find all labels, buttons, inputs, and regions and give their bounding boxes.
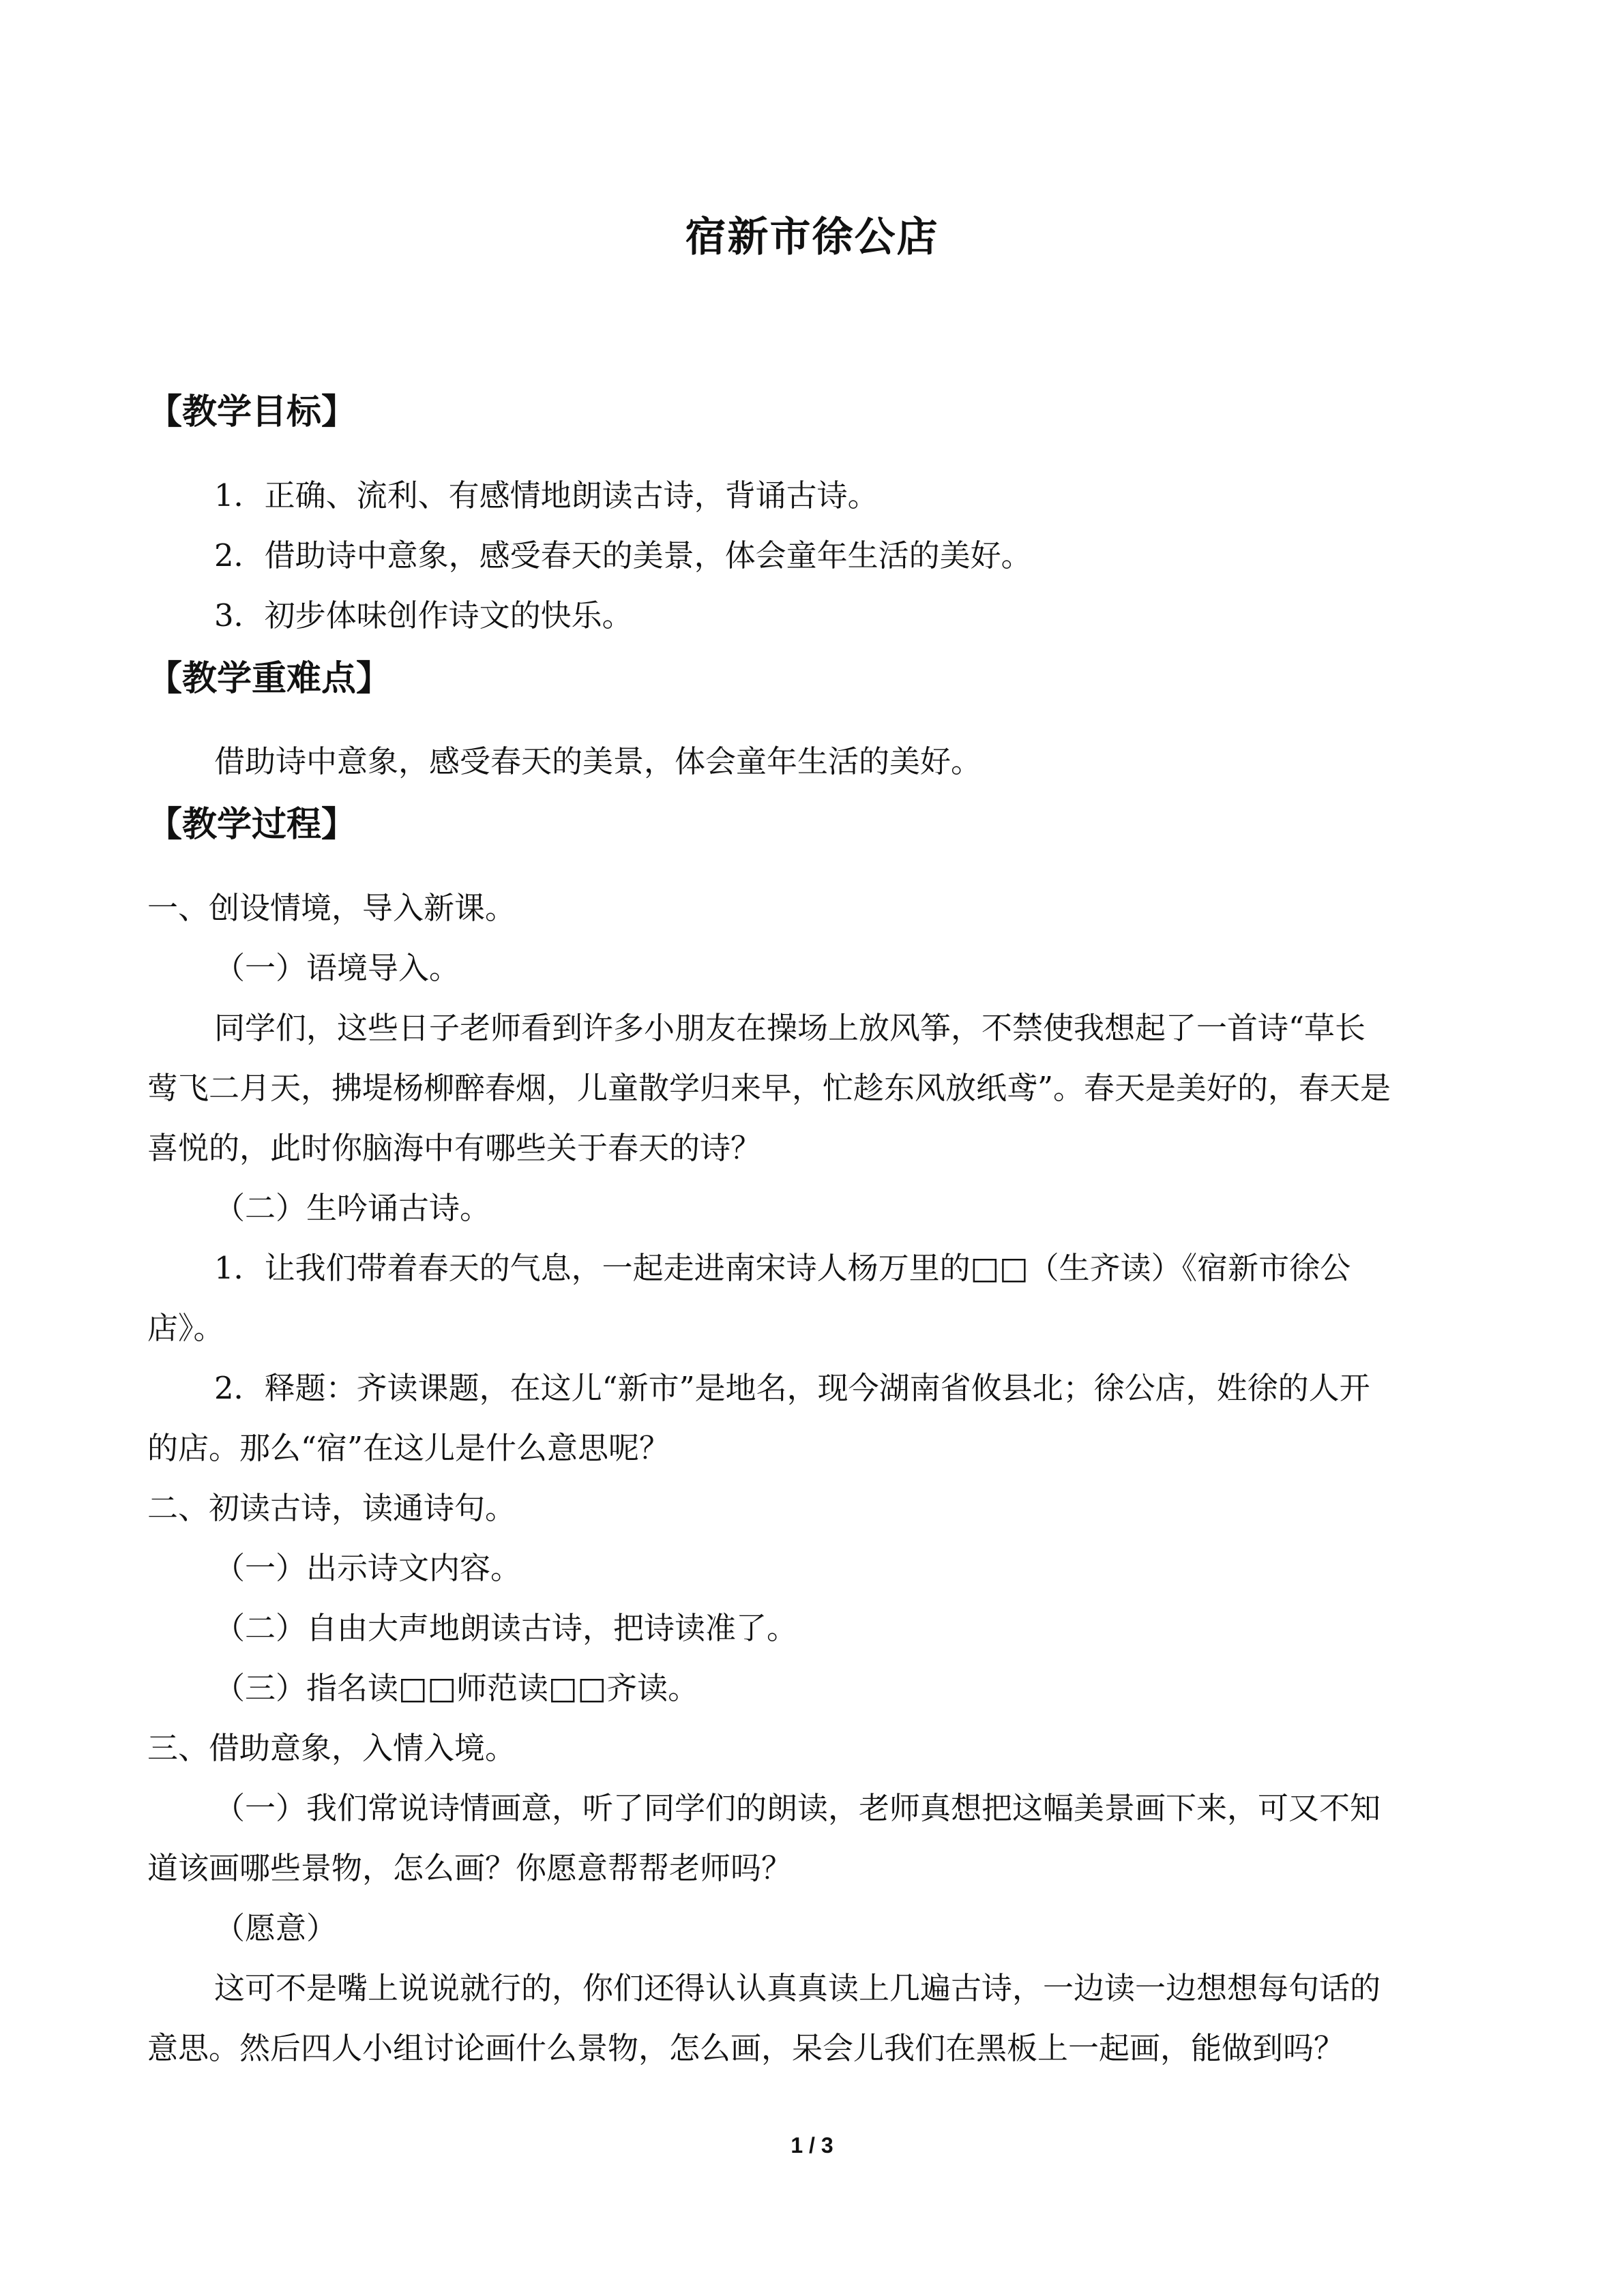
paragraph-line: 莺飞二月天，拂堤杨柳醉春烟，儿童散学归来早，忙趁东风放纸鸢”。春天是美好的，春天是 xyxy=(147,1070,1391,1106)
section-2-heading: 二、初读古诗，读通诗句。 xyxy=(147,1490,516,1526)
paragraph-line: （一）我们常说诗情画意，听了同学们的朗读，老师真想把这幅美景画下来，可又不知 xyxy=(214,1790,1381,1826)
student-answer: （愿意） xyxy=(214,1910,338,1946)
subsection-1-1: （一）语境导入。 xyxy=(214,950,460,986)
paragraph-line: 2．释题：齐读课题，在这儿“新市”是地名，现今湖南省攸县北；徐公店，姓徐的人开 xyxy=(214,1370,1370,1406)
page-title: 宿新市徐公店 xyxy=(685,213,939,261)
key-points-text: 借助诗中意象，感受春天的美景，体会童年生活的美好。 xyxy=(214,743,982,779)
subsection-2-3: （三）指名读□□师范读□□齐读。 xyxy=(214,1670,699,1706)
paragraph-line: 同学们，这些日子老师看到许多小朋友在操场上放风筝，不禁使我想起了一首诗“草长 xyxy=(214,1010,1366,1046)
subsection-1-2: （二）生吟诵古诗。 xyxy=(214,1190,491,1226)
heading-process: 【教学过程】 xyxy=(147,805,357,845)
paragraph-line: 店》。 xyxy=(147,1310,224,1346)
objective-item-2: 2．借助诗中意象，感受春天的美景，体会童年生活的美好。 xyxy=(214,537,1032,573)
objective-item-3: 3．初步体味创作诗文的快乐。 xyxy=(214,597,633,633)
subsection-2-1: （一）出示诗文内容。 xyxy=(214,1550,522,1586)
paragraph-line: 这可不是嘴上说说就行的，你们还得认认真真读上几遍古诗，一边读一边想想每句话的 xyxy=(214,1970,1381,2006)
paragraph-line: 1．让我们带着春天的气息，一起走进南宋诗人杨万里的□□（生齐读）《宿新市徐公 xyxy=(214,1250,1351,1286)
page-number: 1 / 3 xyxy=(791,2133,833,2158)
paragraph-line: 意思。然后四人小组讨论画什么景物，怎么画，呆会儿我们在黑板上一起画，能做到吗？ xyxy=(147,2030,1345,2066)
paragraph-line: 道该画哪些景物，怎么画？你愿意帮帮老师吗？ xyxy=(147,1850,793,1886)
heading-key-points: 【教学重难点】 xyxy=(147,659,392,699)
section-3-heading: 三、借助意象，入情入境。 xyxy=(147,1730,516,1766)
objective-item-1: 1．正确、流利、有感情地朗读古诗，背诵古诗。 xyxy=(214,477,879,513)
heading-objectives: 【教学目标】 xyxy=(147,392,357,432)
section-1-heading: 一、创设情境，导入新课。 xyxy=(147,890,516,926)
subsection-2-2: （二）自由大声地朗读古诗，把诗读准了。 xyxy=(214,1610,798,1646)
paragraph-line: 的店。那么“宿”在这儿是什么意思呢？ xyxy=(147,1430,670,1466)
paragraph-line: 喜悦的，此时你脑海中有哪些关于春天的诗？ xyxy=(147,1130,762,1166)
